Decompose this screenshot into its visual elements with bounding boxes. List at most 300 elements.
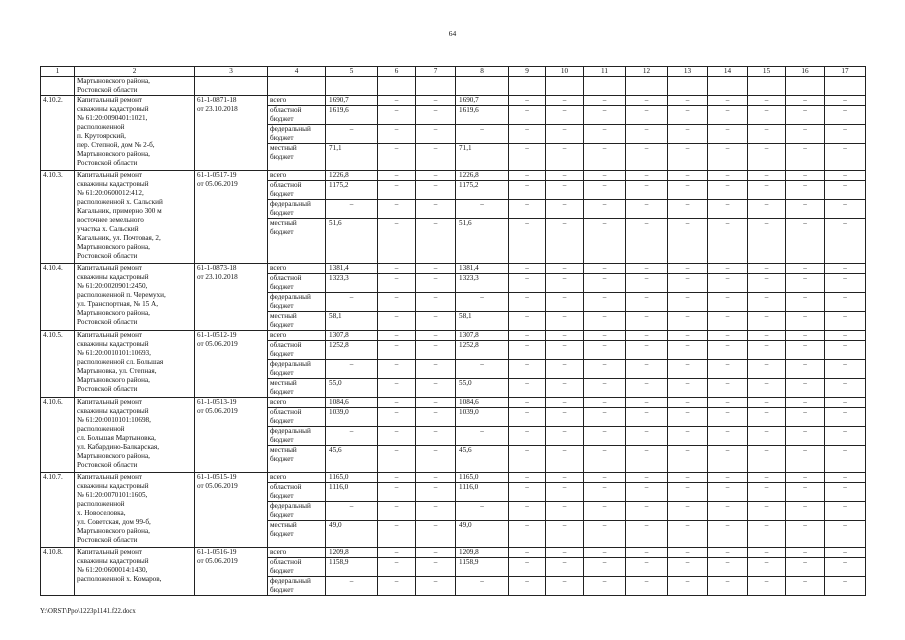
amount-total: 1323,3 <box>326 274 378 293</box>
dash-cell: – <box>378 548 416 558</box>
dash-cell: – <box>378 293 416 312</box>
text-line: бюджет <box>270 302 294 310</box>
cell <box>748 77 786 96</box>
dash-cell: – <box>626 483 668 502</box>
dash-cell: – <box>825 264 866 274</box>
dash-cell: – <box>825 219 866 264</box>
amount-total: 1158,9 <box>326 558 378 577</box>
text-line: всего <box>270 331 287 339</box>
funding-source <box>268 264 326 274</box>
item-number: 4.10.6. <box>41 398 75 473</box>
dash-cell: – <box>509 558 546 577</box>
dash-cell: – <box>546 341 584 360</box>
text-line: ул. Транспортная, № 15 А, <box>77 300 159 308</box>
column-number: 4 <box>268 67 326 77</box>
dash-cell: – <box>748 106 786 125</box>
amount-total: 1084,6 <box>326 398 378 408</box>
dash-cell: – <box>786 312 825 331</box>
dash-cell: – <box>546 408 584 427</box>
dash-cell: – <box>378 577 416 596</box>
dash-cell: – <box>584 398 626 408</box>
dash-cell: – <box>584 219 626 264</box>
dash-cell: – <box>708 200 748 219</box>
text-line: Мартыновского района, <box>77 452 150 460</box>
amount-total: – <box>326 577 378 596</box>
text-line: Ростовской области <box>77 159 138 167</box>
funding-source <box>268 398 326 408</box>
dash-cell: – <box>378 341 416 360</box>
amount-col-8: 1307,8 <box>456 331 509 341</box>
dash-cell: – <box>378 181 416 200</box>
text-line: всего <box>270 473 287 481</box>
funding-source <box>268 219 326 264</box>
text-line: бюджет <box>270 511 294 519</box>
text-line: 61-1-0512-19 <box>197 331 237 339</box>
amount-total: 1165,0 <box>326 473 378 483</box>
funding-source <box>268 293 326 312</box>
dash-cell: – <box>668 171 708 181</box>
dash-cell: – <box>626 408 668 427</box>
dash-cell: – <box>546 521 584 548</box>
dash-cell: – <box>584 171 626 181</box>
text-line: расположенной х. Комаров, <box>77 575 162 583</box>
dash-cell: – <box>626 125 668 144</box>
dash-cell: – <box>748 274 786 293</box>
dash-cell: – <box>748 181 786 200</box>
text-line: местный <box>270 379 297 387</box>
text-line: Ростовской области <box>77 385 138 393</box>
cell <box>668 77 708 96</box>
text-line: федеральный <box>270 200 311 208</box>
dash-cell: – <box>786 341 825 360</box>
cell <box>584 77 626 96</box>
text-line: № 61:20:0070101:1605, <box>77 491 148 499</box>
dash-cell: – <box>668 125 708 144</box>
dash-cell: – <box>509 274 546 293</box>
dash-cell: – <box>584 548 626 558</box>
dash-cell: – <box>825 548 866 558</box>
dash-cell: – <box>584 521 626 548</box>
dash-cell: – <box>416 483 456 502</box>
dash-cell: – <box>668 106 708 125</box>
dash-cell: – <box>378 360 416 379</box>
text-line: Кагальник, примерно 300 м <box>77 207 162 215</box>
text-line: бюджет <box>270 567 294 575</box>
funding-source <box>268 274 326 293</box>
dash-cell: – <box>626 219 668 264</box>
dash-cell: – <box>786 473 825 483</box>
text-line: № 61:20:0020901:2450, <box>77 282 148 290</box>
funding-source <box>268 548 326 558</box>
dash-cell: – <box>416 274 456 293</box>
dash-cell: – <box>786 577 825 596</box>
footer-file-path: Y:\ORST\Ppo\1223p1141.f22.docx <box>40 608 136 615</box>
funding-source <box>268 312 326 331</box>
dash-cell: – <box>416 293 456 312</box>
dash-cell: – <box>626 264 668 274</box>
dash-cell: – <box>378 427 416 446</box>
dash-cell: – <box>378 106 416 125</box>
funding-source <box>268 125 326 144</box>
text-line: № 61:20:0600014:1430, <box>77 566 148 574</box>
dash-cell: – <box>546 171 584 181</box>
dash-cell: – <box>786 558 825 577</box>
dash-cell: – <box>668 521 708 548</box>
dash-cell: – <box>584 200 626 219</box>
dash-cell: – <box>378 171 416 181</box>
dash-cell: – <box>668 274 708 293</box>
text-line: Мартыновского района, <box>77 77 150 85</box>
dash-cell: – <box>509 379 546 398</box>
dash-cell: – <box>546 360 584 379</box>
text-line: бюджет <box>270 115 294 123</box>
dash-cell: – <box>546 502 584 521</box>
dash-cell: – <box>708 548 748 558</box>
object-description <box>75 548 195 596</box>
amount-col-8: 1209,8 <box>456 548 509 558</box>
dash-cell: – <box>546 446 584 473</box>
dash-cell: – <box>668 341 708 360</box>
dash-cell: – <box>748 219 786 264</box>
text-line: бюджет <box>270 417 294 425</box>
object-description <box>75 331 195 398</box>
dash-cell: – <box>708 293 748 312</box>
dash-cell: – <box>584 341 626 360</box>
dash-cell: – <box>668 181 708 200</box>
amount-col-8: – <box>456 200 509 219</box>
text-line: скважины кадастровый <box>77 273 149 281</box>
dash-cell: – <box>825 558 866 577</box>
text-line: расположенной сл. Большая <box>77 358 164 366</box>
text-line: от 05.06.2019 <box>197 180 238 188</box>
dash-cell: – <box>509 360 546 379</box>
amount-total: 1226,8 <box>326 171 378 181</box>
amount-total: 1116,0 <box>326 483 378 502</box>
dash-cell: – <box>584 106 626 125</box>
dash-cell: – <box>584 264 626 274</box>
dash-cell: – <box>626 341 668 360</box>
dash-cell: – <box>378 379 416 398</box>
text-line: бюджет <box>270 492 294 500</box>
dash-cell: – <box>378 502 416 521</box>
funding-source <box>268 200 326 219</box>
dash-cell: – <box>748 264 786 274</box>
dash-cell: – <box>509 331 546 341</box>
text-line: федеральный <box>270 577 311 585</box>
dash-cell: – <box>708 181 748 200</box>
dash-cell: – <box>378 312 416 331</box>
dash-cell: – <box>668 483 708 502</box>
cell <box>378 77 416 96</box>
text-line: расположенной х. Сальский <box>77 198 163 206</box>
text-line: Капитальный ремонт <box>77 264 143 272</box>
dash-cell: – <box>786 181 825 200</box>
dash-cell: – <box>416 502 456 521</box>
cell <box>416 77 456 96</box>
dash-cell: – <box>546 473 584 483</box>
text-line: Ростовской области <box>77 252 138 260</box>
text-line: ул. Советская, дом 99-б, <box>77 518 151 526</box>
text-line: бюджет <box>270 530 294 538</box>
table-row <box>41 398 866 408</box>
dash-cell: – <box>626 548 668 558</box>
dash-cell: – <box>626 360 668 379</box>
amount-col-8: 1619,6 <box>456 106 509 125</box>
column-number: 5 <box>326 67 378 77</box>
dash-cell: – <box>708 379 748 398</box>
dash-cell: – <box>748 521 786 548</box>
dash-cell: – <box>748 483 786 502</box>
item-number: 4.10.3. <box>41 171 75 264</box>
dash-cell: – <box>626 427 668 446</box>
dash-cell: – <box>584 577 626 596</box>
object-description <box>75 473 195 548</box>
amount-col-8: 1323,3 <box>456 274 509 293</box>
funding-source <box>268 181 326 200</box>
table-row <box>41 171 866 181</box>
dash-cell: – <box>786 521 825 548</box>
amount-total: 58,1 <box>326 312 378 331</box>
dash-cell: – <box>416 360 456 379</box>
object-description <box>75 96 195 171</box>
dash-cell: – <box>546 200 584 219</box>
dash-cell: – <box>546 106 584 125</box>
dash-cell: – <box>786 274 825 293</box>
dash-cell: – <box>546 577 584 596</box>
text-line: Ростовской области <box>77 318 138 326</box>
continuation-text <box>75 77 195 96</box>
dash-cell: – <box>825 181 866 200</box>
text-line: бюджет <box>270 369 294 377</box>
dash-cell: – <box>708 427 748 446</box>
amount-col-8: 1690,7 <box>456 96 509 106</box>
dash-cell: – <box>626 106 668 125</box>
amount-col-8: – <box>456 427 509 446</box>
column-number: 9 <box>509 67 546 77</box>
dash-cell: – <box>668 293 708 312</box>
text-line: федеральный <box>270 293 311 301</box>
funding-source <box>268 473 326 483</box>
text-line: областной <box>270 483 302 491</box>
text-line: Капитальный ремонт <box>77 96 143 104</box>
dash-cell: – <box>378 219 416 264</box>
cell <box>626 77 668 96</box>
text-line: Мартыновского района, <box>77 527 150 535</box>
dash-cell: – <box>748 360 786 379</box>
document-reference <box>195 548 268 596</box>
dash-cell: – <box>546 219 584 264</box>
text-line: Мартыновка, ул. Степная, <box>77 367 157 375</box>
dash-cell: – <box>416 398 456 408</box>
dash-cell: – <box>416 341 456 360</box>
amount-col-8: – <box>456 360 509 379</box>
amount-total: 51,6 <box>326 219 378 264</box>
dash-cell: – <box>748 125 786 144</box>
funding-source <box>268 521 326 548</box>
dash-cell: – <box>416 408 456 427</box>
text-line: п. Крутоярский, <box>77 132 126 140</box>
text-line: от 05.06.2019 <box>197 407 238 415</box>
funding-source <box>268 502 326 521</box>
dash-cell: – <box>708 219 748 264</box>
text-line: № 61:20:0090401:1021, <box>77 114 148 122</box>
dash-cell: – <box>509 446 546 473</box>
funding-source <box>268 577 326 596</box>
dash-cell: – <box>786 96 825 106</box>
dash-cell: – <box>584 125 626 144</box>
column-number: 8 <box>456 67 509 77</box>
dash-cell: – <box>786 219 825 264</box>
cell <box>546 77 584 96</box>
dash-cell: – <box>748 427 786 446</box>
dash-cell: – <box>546 427 584 446</box>
cell <box>41 77 75 96</box>
dash-cell: – <box>546 548 584 558</box>
dash-cell: – <box>748 293 786 312</box>
amount-total: – <box>326 125 378 144</box>
dash-cell: – <box>378 331 416 341</box>
dash-cell: – <box>825 408 866 427</box>
dash-cell: – <box>584 312 626 331</box>
column-number: 2 <box>75 67 195 77</box>
text-line: бюджет <box>270 586 294 594</box>
dash-cell: – <box>416 171 456 181</box>
dash-cell: – <box>748 144 786 171</box>
dash-cell: – <box>378 264 416 274</box>
dash-cell: – <box>626 171 668 181</box>
column-number-row <box>41 67 866 77</box>
continuation-row <box>41 77 866 96</box>
dash-cell: – <box>786 293 825 312</box>
amount-col-8: 1084,6 <box>456 398 509 408</box>
dash-cell: – <box>825 398 866 408</box>
column-number: 7 <box>416 67 456 77</box>
dash-cell: – <box>584 483 626 502</box>
text-line: всего <box>270 264 287 272</box>
dash-cell: – <box>825 521 866 548</box>
amount-total: 1690,7 <box>326 96 378 106</box>
dash-cell: – <box>378 274 416 293</box>
dash-cell: – <box>825 312 866 331</box>
dash-cell: – <box>668 379 708 398</box>
dash-cell: – <box>416 548 456 558</box>
dash-cell: – <box>509 312 546 331</box>
amount-col-8: – <box>456 125 509 144</box>
text-line: бюджет <box>270 153 294 161</box>
dash-cell: – <box>546 125 584 144</box>
dash-cell: – <box>546 181 584 200</box>
column-number: 10 <box>546 67 584 77</box>
dash-cell: – <box>378 398 416 408</box>
dash-cell: – <box>584 293 626 312</box>
table-row <box>41 264 866 274</box>
text-line: от 05.06.2019 <box>197 340 238 348</box>
text-line: 61-1-0513-19 <box>197 398 237 406</box>
amount-total: 1307,8 <box>326 331 378 341</box>
column-number: 16 <box>786 67 825 77</box>
dash-cell: – <box>748 312 786 331</box>
text-line: скважины кадастровый <box>77 105 149 113</box>
dash-cell: – <box>546 483 584 502</box>
dash-cell: – <box>626 558 668 577</box>
dash-cell: – <box>786 144 825 171</box>
dash-cell: – <box>708 171 748 181</box>
column-number: 6 <box>378 67 416 77</box>
dash-cell: – <box>825 171 866 181</box>
dash-cell: – <box>378 558 416 577</box>
dash-cell: – <box>708 577 748 596</box>
amount-col-8: 1381,4 <box>456 264 509 274</box>
dash-cell: – <box>416 521 456 548</box>
dash-cell: – <box>668 408 708 427</box>
column-number: 14 <box>708 67 748 77</box>
text-line: федеральный <box>270 502 311 510</box>
text-line: Мартыновского района, <box>77 243 150 251</box>
dash-cell: – <box>626 521 668 548</box>
dash-cell: – <box>825 96 866 106</box>
dash-cell: – <box>378 521 416 548</box>
text-line: Мартыновского района, <box>77 309 150 317</box>
dash-cell: – <box>825 331 866 341</box>
dash-cell: – <box>509 264 546 274</box>
dash-cell: – <box>748 502 786 521</box>
amount-col-8: – <box>456 293 509 312</box>
dash-cell: – <box>584 144 626 171</box>
dash-cell: – <box>416 125 456 144</box>
column-number: 3 <box>195 67 268 77</box>
dash-cell: – <box>509 502 546 521</box>
text-line: Капитальный ремонт <box>77 331 143 339</box>
dash-cell: – <box>626 331 668 341</box>
column-number: 15 <box>748 67 786 77</box>
dash-cell: – <box>825 341 866 360</box>
dash-cell: – <box>748 577 786 596</box>
text-line: восточнее земельного <box>77 216 144 224</box>
document-reference <box>195 171 268 264</box>
dash-cell: – <box>786 427 825 446</box>
dash-cell: – <box>416 473 456 483</box>
text-line: расположенной п. Черемухи, <box>77 291 166 299</box>
dash-cell: – <box>626 312 668 331</box>
dash-cell: – <box>378 473 416 483</box>
table-row <box>41 331 866 341</box>
dash-cell: – <box>668 200 708 219</box>
text-line: бюджет <box>270 436 294 444</box>
text-line: скважины кадастровый <box>77 407 149 415</box>
dash-cell: – <box>546 96 584 106</box>
amount-total: 1039,0 <box>326 408 378 427</box>
dash-cell: – <box>584 408 626 427</box>
text-line: от 05.06.2019 <box>197 557 238 565</box>
amount-col-8: 1226,8 <box>456 171 509 181</box>
dash-cell: – <box>416 181 456 200</box>
funding-source <box>268 144 326 171</box>
budget-table <box>40 66 866 596</box>
dash-cell: – <box>708 558 748 577</box>
amount-col-8: 71,1 <box>456 144 509 171</box>
dash-cell: – <box>378 483 416 502</box>
dash-cell: – <box>786 398 825 408</box>
dash-cell: – <box>378 200 416 219</box>
table-body <box>41 67 866 596</box>
dash-cell: – <box>786 106 825 125</box>
dash-cell: – <box>509 293 546 312</box>
dash-cell: – <box>748 200 786 219</box>
funding-source <box>268 360 326 379</box>
dash-cell: – <box>825 144 866 171</box>
text-line: областной <box>270 106 302 114</box>
dash-cell: – <box>825 125 866 144</box>
